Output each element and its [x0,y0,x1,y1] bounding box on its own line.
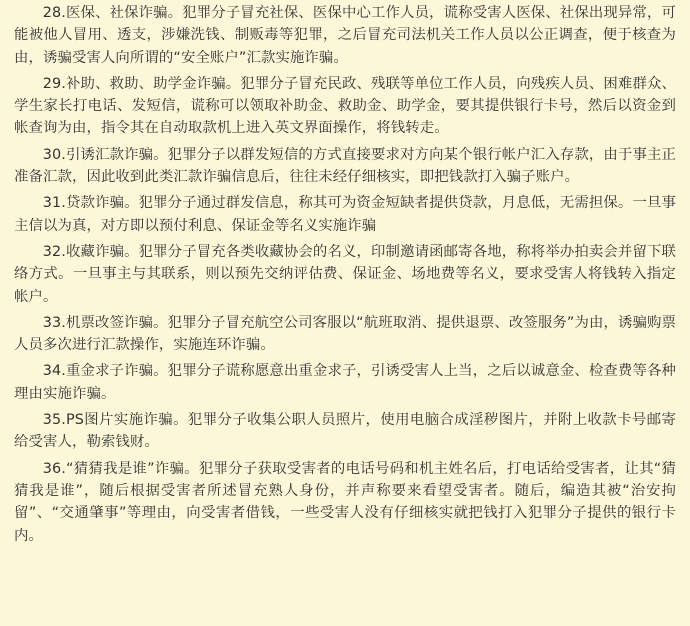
paragraph-36-guess-who-fraud: 36.“猜猜我是谁”诈骗。犯罪分子获取受害者的电话号码和机主姓名后，打电话给受害者，让其“猜猜我是谁”，随后根据受害者所述冒充熟人身份，并声称要来看望受害者。随后，编造其被“治安拘留”、“交通肇事”等理由，向受害者借钱，一些受害人没有仔细核实就把钱打入犯罪分子提供的银行卡内。 [14,460,676,544]
document-content [14,2,676,547]
paragraph-31-loan-fraud: 31.贷款诈骗。犯罪分子通过群发信息，称其可为资金短缺者提供贷款，月息低，无需担保。一旦事主信以为真，对方即以预付利息、保证金等名义实施诈骗 [14,195,676,234]
paragraph-30-remittance-fraud: 30.引诱汇款诈骗。犯罪分子以群发短信的方式直接要求对方向某个银行帐户汇入存款，由于事主正准备汇款，因此收到此类汇款诈骗信息后，往往未经仔细核实，即把钱款打入骗子账户。 [14,146,676,186]
paragraph-28-medical-insurance-fraud: 28.医保、社保诈骗。犯罪分子冒充社保、医保中心工作人员，谎称受害人医保、社保出现异常，可能被他人冒用、透支，涉嫌洗钱、制贩毒等犯罪，之后冒充司法机关工作人员以公正调查，便于核查为由，诱骗受害人向所谓的“安全账户”汇款实施诈骗。 [14,5,676,66]
paragraph-29-subsidy-fraud: 29.补助、救助、助学金诈骗。犯罪分子冒充民政、残联等单位工作人员，向残疾人员、困难群众、学生家长打电话、发短信，谎称可以领取补助金、救助金、助学金，要其提供银行卡号，然后以资金到帐查询为由，指令其在自动取款机上进入英文界面操作，将钱转走。 [14,75,676,137]
paragraph-33-ticket-change-fraud: 33.机票改签诈骗。犯罪分子冒充航空公司客服以“航班取消、提供退票、改签服务”为由，诱骗购票人员多次进行汇款操作，实施连环诈骗。 [14,314,676,354]
paragraph-35-photo-fraud: 35.PS图片实施诈骗。犯罪分子收集公职人员照片，使用电脑合成淫秽图片，并附上收款卡号邮寄给受害人，勒索钱财。 [14,412,676,451]
paragraph-34-reward-fraud: 34.重金求子诈骗。犯罪分子谎称愿意出重金求子，引诱受害人上当，之后以诚意金、检查费等各种理由实施诈骗。 [14,363,676,402]
paragraph-32-collection-fraud: 32.收藏诈骗。犯罪分子冒充各类收藏协会的名义，印制邀请函邮寄各地，称将举办拍卖会并留下联络方式。一旦事主与其联系，则以预先交纳评估费、保证金、场地费等名义，要求受害人将钱转入指定帐户。 [14,243,676,305]
